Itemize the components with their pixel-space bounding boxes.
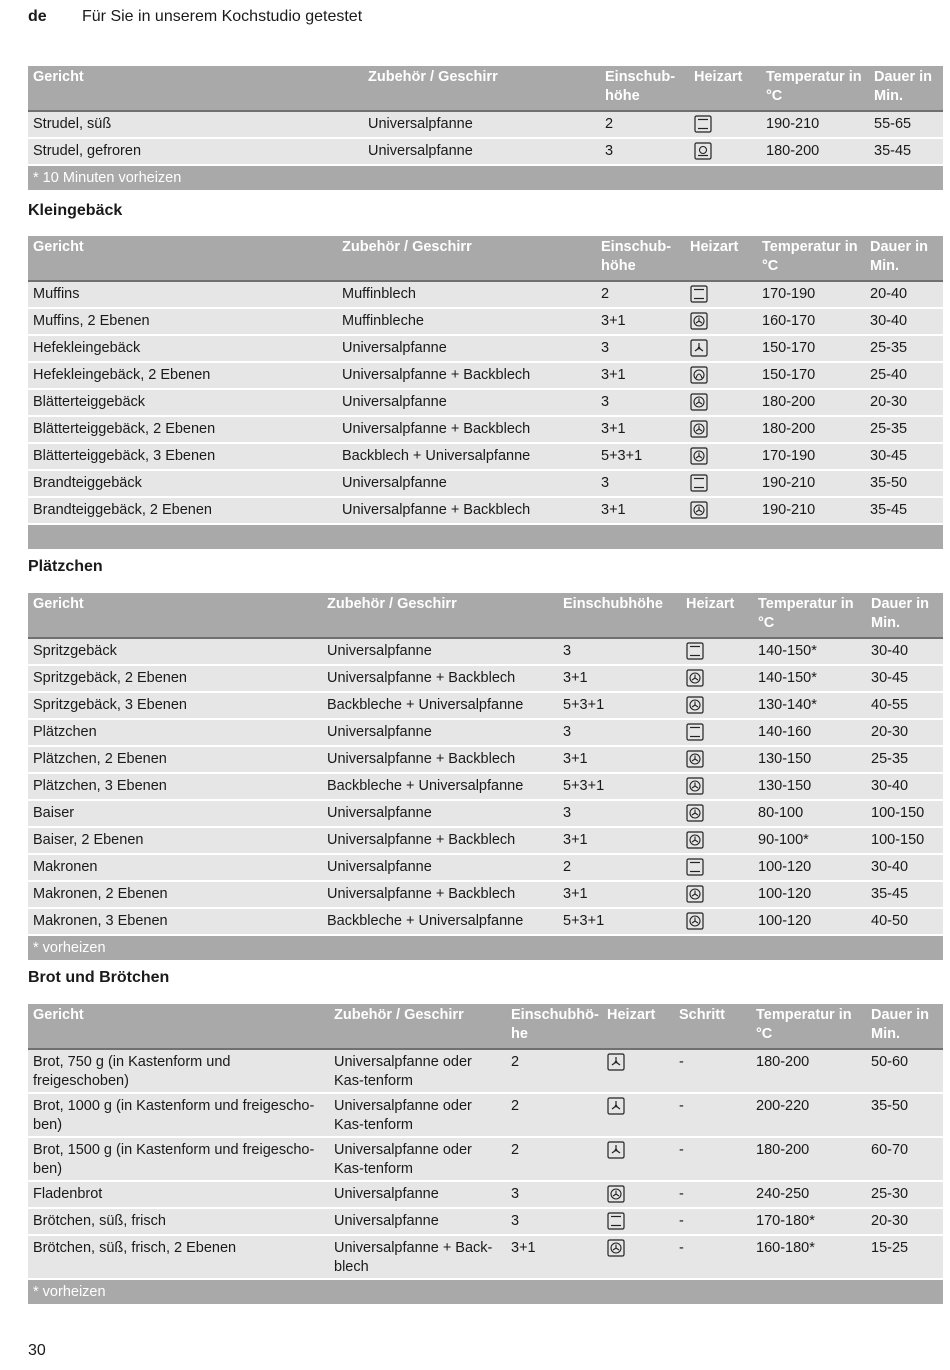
cell-acc: Universalpfanne + Back-blech bbox=[329, 1235, 506, 1279]
cell-dish: Brötchen, süß, frisch, 2 Ebenen bbox=[28, 1235, 329, 1279]
hot-air-icon bbox=[690, 501, 708, 519]
table-note-row bbox=[28, 524, 943, 549]
cell-temp: 180-200 bbox=[757, 416, 865, 443]
cell-temp: 140-150* bbox=[753, 665, 866, 692]
cell-temp: 180-200 bbox=[751, 1137, 866, 1181]
cell-time: 20-30 bbox=[866, 1208, 943, 1235]
cell-dish: Muffins bbox=[28, 281, 337, 308]
cell-acc: Universalpfanne + Backblech bbox=[322, 665, 558, 692]
cell-time: 25-35 bbox=[866, 746, 943, 773]
table-row bbox=[28, 854, 943, 881]
table-row bbox=[28, 773, 943, 800]
cell-time: 35-45 bbox=[866, 881, 943, 908]
cell-dish: Makronen, 3 Ebenen bbox=[28, 908, 322, 935]
hot-air-eco-icon bbox=[690, 366, 708, 384]
cell-level: 2 bbox=[506, 1137, 602, 1181]
cell-time: 30-45 bbox=[866, 665, 943, 692]
cell-heat bbox=[685, 416, 757, 443]
cell-dish: Muffins, 2 Ebenen bbox=[28, 308, 337, 335]
cell-dish: Spritzgebäck bbox=[28, 638, 322, 665]
cell-temp: 130-150 bbox=[753, 773, 866, 800]
cell-level: 3 bbox=[596, 470, 685, 497]
hot-air-icon bbox=[686, 912, 704, 930]
hot-air-gentle-icon bbox=[690, 339, 708, 357]
section-title-kleingebaeck: Kleingebäck bbox=[28, 202, 123, 219]
column-header: Zubehör / Geschirr bbox=[363, 66, 600, 111]
cell-temp: 180-200 bbox=[761, 138, 869, 165]
cell-dish: Brandteiggebäck, 2 Ebenen bbox=[28, 497, 337, 524]
cell-time: 35-50 bbox=[865, 470, 943, 497]
cell-heat bbox=[681, 665, 753, 692]
cell-acc: Universalpfanne bbox=[322, 854, 558, 881]
header-row bbox=[28, 1004, 943, 1049]
table-note: * vorheizen bbox=[28, 1279, 943, 1304]
cell-acc: Backbleche + Universalpfanne bbox=[322, 773, 558, 800]
table-row bbox=[28, 665, 943, 692]
cell-temp: 190-210 bbox=[761, 111, 869, 138]
cell-time: 60-70 bbox=[866, 1137, 943, 1181]
hot-air-gentle-icon bbox=[607, 1141, 625, 1159]
cell-acc: Universalpfanne + Backblech bbox=[322, 881, 558, 908]
cell-dish: Baiser bbox=[28, 800, 322, 827]
cell-dish: Brot, 1500 g (in Kastenform und freigescho-ben) bbox=[28, 1137, 329, 1181]
cell-temp: 180-200 bbox=[751, 1049, 866, 1093]
cell-temp: 190-210 bbox=[757, 497, 865, 524]
table-row bbox=[28, 111, 943, 138]
top-bottom-heat-icon bbox=[690, 285, 708, 303]
column-header: Einschub-höhe bbox=[596, 236, 685, 281]
cell-dish: Strudel, gefroren bbox=[28, 138, 363, 165]
cell-time: 15-25 bbox=[866, 1235, 943, 1279]
cell-level: 3 bbox=[558, 719, 681, 746]
cell-acc: Universalpfanne oder Kas-tenform bbox=[329, 1049, 506, 1093]
cell-dish: Plätzchen, 3 Ebenen bbox=[28, 773, 322, 800]
cell-step: - bbox=[674, 1181, 751, 1208]
cell-dish: Hefekleingebäck bbox=[28, 335, 337, 362]
cell-dish: Brötchen, süß, frisch bbox=[28, 1208, 329, 1235]
table-row bbox=[28, 1235, 943, 1279]
cell-level: 5+3+1 bbox=[558, 692, 681, 719]
cell-level: 3+1 bbox=[506, 1235, 602, 1279]
table-row bbox=[28, 881, 943, 908]
cell-heat bbox=[681, 746, 753, 773]
cell-dish: Blätterteiggebäck, 2 Ebenen bbox=[28, 416, 337, 443]
table-note-row bbox=[28, 1279, 943, 1304]
cell-time: 40-55 bbox=[866, 692, 943, 719]
cell-heat bbox=[681, 773, 753, 800]
table-row bbox=[28, 719, 943, 746]
column-header: Zubehör / Geschirr bbox=[329, 1004, 506, 1049]
cell-temp: 130-150 bbox=[753, 746, 866, 773]
cell-level: 2 bbox=[506, 1093, 602, 1137]
cell-level: 2 bbox=[506, 1049, 602, 1093]
table-note-row bbox=[28, 165, 943, 190]
table-row bbox=[28, 497, 943, 524]
hot-air-icon bbox=[686, 696, 704, 714]
cell-heat bbox=[602, 1208, 674, 1235]
cell-heat bbox=[681, 638, 753, 665]
cell-level: 3 bbox=[558, 800, 681, 827]
cell-dish: Baiser, 2 Ebenen bbox=[28, 827, 322, 854]
cell-step: - bbox=[674, 1049, 751, 1093]
cell-heat bbox=[602, 1093, 674, 1137]
cell-heat bbox=[685, 389, 757, 416]
cell-time: 35-50 bbox=[866, 1093, 943, 1137]
cell-heat bbox=[681, 800, 753, 827]
cell-acc: Universalpfanne bbox=[363, 111, 600, 138]
cell-heat bbox=[681, 692, 753, 719]
cell-temp: 130-140* bbox=[753, 692, 866, 719]
hot-air-gentle-icon bbox=[607, 1053, 625, 1071]
cell-time: 35-45 bbox=[869, 138, 943, 165]
table-row bbox=[28, 308, 943, 335]
cell-temp: 170-190 bbox=[757, 443, 865, 470]
cell-acc: Muffinbleche bbox=[337, 308, 596, 335]
header-row bbox=[28, 236, 943, 281]
cell-heat bbox=[602, 1235, 674, 1279]
cell-step: - bbox=[674, 1093, 751, 1137]
hot-air-icon bbox=[690, 393, 708, 411]
cell-heat bbox=[689, 138, 761, 165]
hot-air-gentle-icon bbox=[607, 1097, 625, 1115]
table-row bbox=[28, 1049, 943, 1093]
cell-temp: 100-120 bbox=[753, 908, 866, 935]
cell-level: 3 bbox=[558, 638, 681, 665]
hot-air-icon bbox=[686, 669, 704, 687]
cell-time: 30-40 bbox=[866, 638, 943, 665]
cell-acc: Backbleche + Universalpfanne bbox=[322, 692, 558, 719]
hot-air-icon bbox=[686, 885, 704, 903]
column-header: Einschub-höhe bbox=[600, 66, 689, 111]
cell-level: 5+3+1 bbox=[558, 773, 681, 800]
cell-level: 3 bbox=[600, 138, 689, 165]
cell-time: 55-65 bbox=[869, 111, 943, 138]
top-bottom-heat-icon bbox=[690, 474, 708, 492]
column-header: Heizart bbox=[685, 236, 757, 281]
cell-acc: Universalpfanne + Backblech bbox=[322, 827, 558, 854]
cell-step: - bbox=[674, 1208, 751, 1235]
column-header: Einschubhö-he bbox=[506, 1004, 602, 1049]
column-header: Gericht bbox=[28, 66, 363, 111]
cell-temp: 160-180* bbox=[751, 1235, 866, 1279]
cell-level: 3+1 bbox=[558, 881, 681, 908]
hot-air-icon bbox=[686, 750, 704, 768]
table-row bbox=[28, 138, 943, 165]
cell-heat bbox=[685, 470, 757, 497]
cell-acc: Universalpfanne bbox=[322, 638, 558, 665]
column-header: Temperatur in °C bbox=[751, 1004, 866, 1049]
cell-time: 30-45 bbox=[865, 443, 943, 470]
cell-temp: 150-170 bbox=[757, 335, 865, 362]
cell-dish: Makronen, 2 Ebenen bbox=[28, 881, 322, 908]
cell-dish: Brot, 1000 g (in Kastenform und freigescho-ben) bbox=[28, 1093, 329, 1137]
brot-table bbox=[28, 1004, 943, 1304]
cell-heat bbox=[681, 908, 753, 935]
cell-level: 3 bbox=[596, 335, 685, 362]
cell-level: 3+1 bbox=[596, 308, 685, 335]
cell-temp: 170-180* bbox=[751, 1208, 866, 1235]
cell-temp: 150-170 bbox=[757, 362, 865, 389]
table-row bbox=[28, 800, 943, 827]
cell-temp: 190-210 bbox=[757, 470, 865, 497]
cell-dish: Plätzchen, 2 Ebenen bbox=[28, 746, 322, 773]
cell-level: 3 bbox=[506, 1181, 602, 1208]
cell-dish: Plätzchen bbox=[28, 719, 322, 746]
column-header: Temperatur in °C bbox=[757, 236, 865, 281]
cell-temp: 180-200 bbox=[757, 389, 865, 416]
top-bottom-heat-icon bbox=[694, 115, 712, 133]
cell-level: 3+1 bbox=[558, 827, 681, 854]
column-header: Heizart bbox=[689, 66, 761, 111]
column-header: Zubehör / Geschirr bbox=[337, 236, 596, 281]
cell-acc: Universalpfanne + Backblech bbox=[337, 416, 596, 443]
cell-time: 50-60 bbox=[866, 1049, 943, 1093]
cell-temp: 200-220 bbox=[751, 1093, 866, 1137]
cell-temp: 170-190 bbox=[757, 281, 865, 308]
table-row bbox=[28, 335, 943, 362]
cell-dish: Spritzgebäck, 2 Ebenen bbox=[28, 665, 322, 692]
column-header: Dauer in Min. bbox=[866, 593, 943, 638]
table-row bbox=[28, 1208, 943, 1235]
cell-dish: Brot, 750 g (in Kastenform und freigeschoben) bbox=[28, 1049, 329, 1093]
cell-heat bbox=[685, 281, 757, 308]
column-header: Schritt bbox=[674, 1004, 751, 1049]
cell-step: - bbox=[674, 1235, 751, 1279]
cell-acc: Universalpfanne oder Kas-tenform bbox=[329, 1137, 506, 1181]
cell-heat bbox=[685, 443, 757, 470]
cell-dish: Blätterteiggebäck bbox=[28, 389, 337, 416]
cell-heat bbox=[681, 881, 753, 908]
cell-temp: 100-120 bbox=[753, 854, 866, 881]
cell-level: 2 bbox=[600, 111, 689, 138]
hot-air-icon bbox=[690, 420, 708, 438]
cell-acc: Universalpfanne bbox=[329, 1208, 506, 1235]
cell-dish: Blätterteiggebäck, 3 Ebenen bbox=[28, 443, 337, 470]
header-row bbox=[28, 593, 943, 638]
cell-acc: Backblech + Universalpfanne bbox=[337, 443, 596, 470]
cell-acc: Universalpfanne bbox=[329, 1181, 506, 1208]
cell-time: 30-40 bbox=[865, 308, 943, 335]
table-row bbox=[28, 1093, 943, 1137]
cell-level: 3+1 bbox=[558, 746, 681, 773]
table-row bbox=[28, 443, 943, 470]
header-title: Für Sie in unserem Kochstudio getestet bbox=[82, 8, 363, 25]
table-note bbox=[28, 524, 943, 549]
cell-acc: Universalpfanne bbox=[337, 335, 596, 362]
cell-acc: Universalpfanne bbox=[322, 719, 558, 746]
cell-heat bbox=[681, 719, 753, 746]
top-bottom-heat-icon bbox=[686, 642, 704, 660]
kleingebaeck-table bbox=[28, 236, 943, 549]
cell-level: 2 bbox=[596, 281, 685, 308]
cell-time: 30-40 bbox=[866, 854, 943, 881]
table-row bbox=[28, 908, 943, 935]
cell-acc: Universalpfanne bbox=[322, 800, 558, 827]
cell-time: 25-40 bbox=[865, 362, 943, 389]
cell-temp: 160-170 bbox=[757, 308, 865, 335]
cell-acc: Universalpfanne + Backblech bbox=[322, 746, 558, 773]
cell-acc: Universalpfanne + Backblech bbox=[337, 497, 596, 524]
table-row bbox=[28, 827, 943, 854]
plaetzchen-table bbox=[28, 593, 943, 960]
pizza-setting-icon bbox=[694, 142, 712, 160]
cell-temp: 140-150* bbox=[753, 638, 866, 665]
cell-level: 3+1 bbox=[596, 497, 685, 524]
cell-acc: Universalpfanne + Backblech bbox=[337, 362, 596, 389]
hot-air-icon bbox=[686, 831, 704, 849]
cell-acc: Universalpfanne oder Kas-tenform bbox=[329, 1093, 506, 1137]
column-header: Gericht bbox=[28, 593, 322, 638]
cell-dish: Brandteiggebäck bbox=[28, 470, 337, 497]
table-row bbox=[28, 281, 943, 308]
cell-level: 3+1 bbox=[596, 362, 685, 389]
page-header bbox=[28, 8, 362, 26]
header-row bbox=[28, 66, 943, 111]
cell-heat bbox=[602, 1137, 674, 1181]
hot-air-icon bbox=[686, 777, 704, 795]
cell-temp: 100-120 bbox=[753, 881, 866, 908]
cell-time: 100-150 bbox=[866, 800, 943, 827]
column-header: Gericht bbox=[28, 1004, 329, 1049]
cell-time: 100-150 bbox=[866, 827, 943, 854]
table-note: * vorheizen bbox=[28, 935, 943, 960]
cell-dish: Makronen bbox=[28, 854, 322, 881]
cell-time: 25-30 bbox=[866, 1181, 943, 1208]
column-header: Dauer in Min. bbox=[865, 236, 943, 281]
cell-dish: Spritzgebäck, 3 Ebenen bbox=[28, 692, 322, 719]
cell-level: 3+1 bbox=[596, 416, 685, 443]
hot-air-icon bbox=[690, 312, 708, 330]
cell-heat bbox=[602, 1049, 674, 1093]
cell-level: 5+3+1 bbox=[596, 443, 685, 470]
cell-time: 35-45 bbox=[865, 497, 943, 524]
cell-temp: 90-100* bbox=[753, 827, 866, 854]
table-row bbox=[28, 389, 943, 416]
table-row bbox=[28, 416, 943, 443]
table-note-row bbox=[28, 935, 943, 960]
cell-level: 3 bbox=[596, 389, 685, 416]
column-header: Temperatur in °C bbox=[761, 66, 869, 111]
cell-heat bbox=[685, 335, 757, 362]
cell-time: 20-30 bbox=[866, 719, 943, 746]
column-header: Zubehör / Geschirr bbox=[322, 593, 558, 638]
cell-level: 2 bbox=[558, 854, 681, 881]
cell-level: 3 bbox=[506, 1208, 602, 1235]
hot-air-icon bbox=[686, 804, 704, 822]
section-title-brot: Brot und Brötchen bbox=[28, 969, 170, 986]
cell-time: 25-35 bbox=[865, 335, 943, 362]
cell-heat bbox=[685, 362, 757, 389]
cell-acc: Backbleche + Universalpfanne bbox=[322, 908, 558, 935]
column-header: Heizart bbox=[602, 1004, 674, 1049]
hot-air-icon bbox=[607, 1185, 625, 1203]
section-title-plaetzchen: Plätzchen bbox=[28, 558, 103, 575]
table-row bbox=[28, 638, 943, 665]
table-row bbox=[28, 692, 943, 719]
table-row bbox=[28, 1137, 943, 1181]
column-header: Temperatur in °C bbox=[753, 593, 866, 638]
cell-step: - bbox=[674, 1137, 751, 1181]
column-header: Heizart bbox=[681, 593, 753, 638]
page-number: 30 bbox=[28, 1342, 46, 1359]
cell-level: 3+1 bbox=[558, 665, 681, 692]
cell-temp: 80-100 bbox=[753, 800, 866, 827]
hot-air-icon bbox=[607, 1239, 625, 1257]
table-row bbox=[28, 1181, 943, 1208]
table-row bbox=[28, 470, 943, 497]
cell-heat bbox=[602, 1181, 674, 1208]
cell-acc: Universalpfanne bbox=[363, 138, 600, 165]
column-header: Dauer in Min. bbox=[866, 1004, 943, 1049]
cell-dish: Fladenbrot bbox=[28, 1181, 329, 1208]
cell-level: 5+3+1 bbox=[558, 908, 681, 935]
cell-heat bbox=[685, 308, 757, 335]
column-header: Gericht bbox=[28, 236, 337, 281]
cell-dish: Hefekleingebäck, 2 Ebenen bbox=[28, 362, 337, 389]
cell-heat bbox=[681, 827, 753, 854]
cell-acc: Muffinblech bbox=[337, 281, 596, 308]
top-bottom-heat-icon bbox=[686, 723, 704, 741]
cell-time: 25-35 bbox=[865, 416, 943, 443]
cell-heat bbox=[685, 497, 757, 524]
cell-heat bbox=[681, 854, 753, 881]
column-header: Dauer in Min. bbox=[869, 66, 943, 111]
column-header: Einschubhöhe bbox=[558, 593, 681, 638]
cell-dish: Strudel, süß bbox=[28, 111, 363, 138]
cell-acc: Universalpfanne bbox=[337, 389, 596, 416]
strudel-table bbox=[28, 66, 943, 190]
cell-temp: 140-160 bbox=[753, 719, 866, 746]
language-code: de bbox=[28, 8, 47, 25]
cell-time: 30-40 bbox=[866, 773, 943, 800]
top-bottom-heat-icon bbox=[686, 858, 704, 876]
table-row bbox=[28, 746, 943, 773]
table-note: * 10 Minuten vorheizen bbox=[28, 165, 943, 190]
cell-heat bbox=[689, 111, 761, 138]
top-bottom-heat-icon bbox=[607, 1212, 625, 1230]
cell-time: 20-40 bbox=[865, 281, 943, 308]
table-row bbox=[28, 362, 943, 389]
cell-time: 20-30 bbox=[865, 389, 943, 416]
cell-time: 40-50 bbox=[866, 908, 943, 935]
hot-air-icon bbox=[690, 447, 708, 465]
cell-acc: Universalpfanne bbox=[337, 470, 596, 497]
cell-temp: 240-250 bbox=[751, 1181, 866, 1208]
